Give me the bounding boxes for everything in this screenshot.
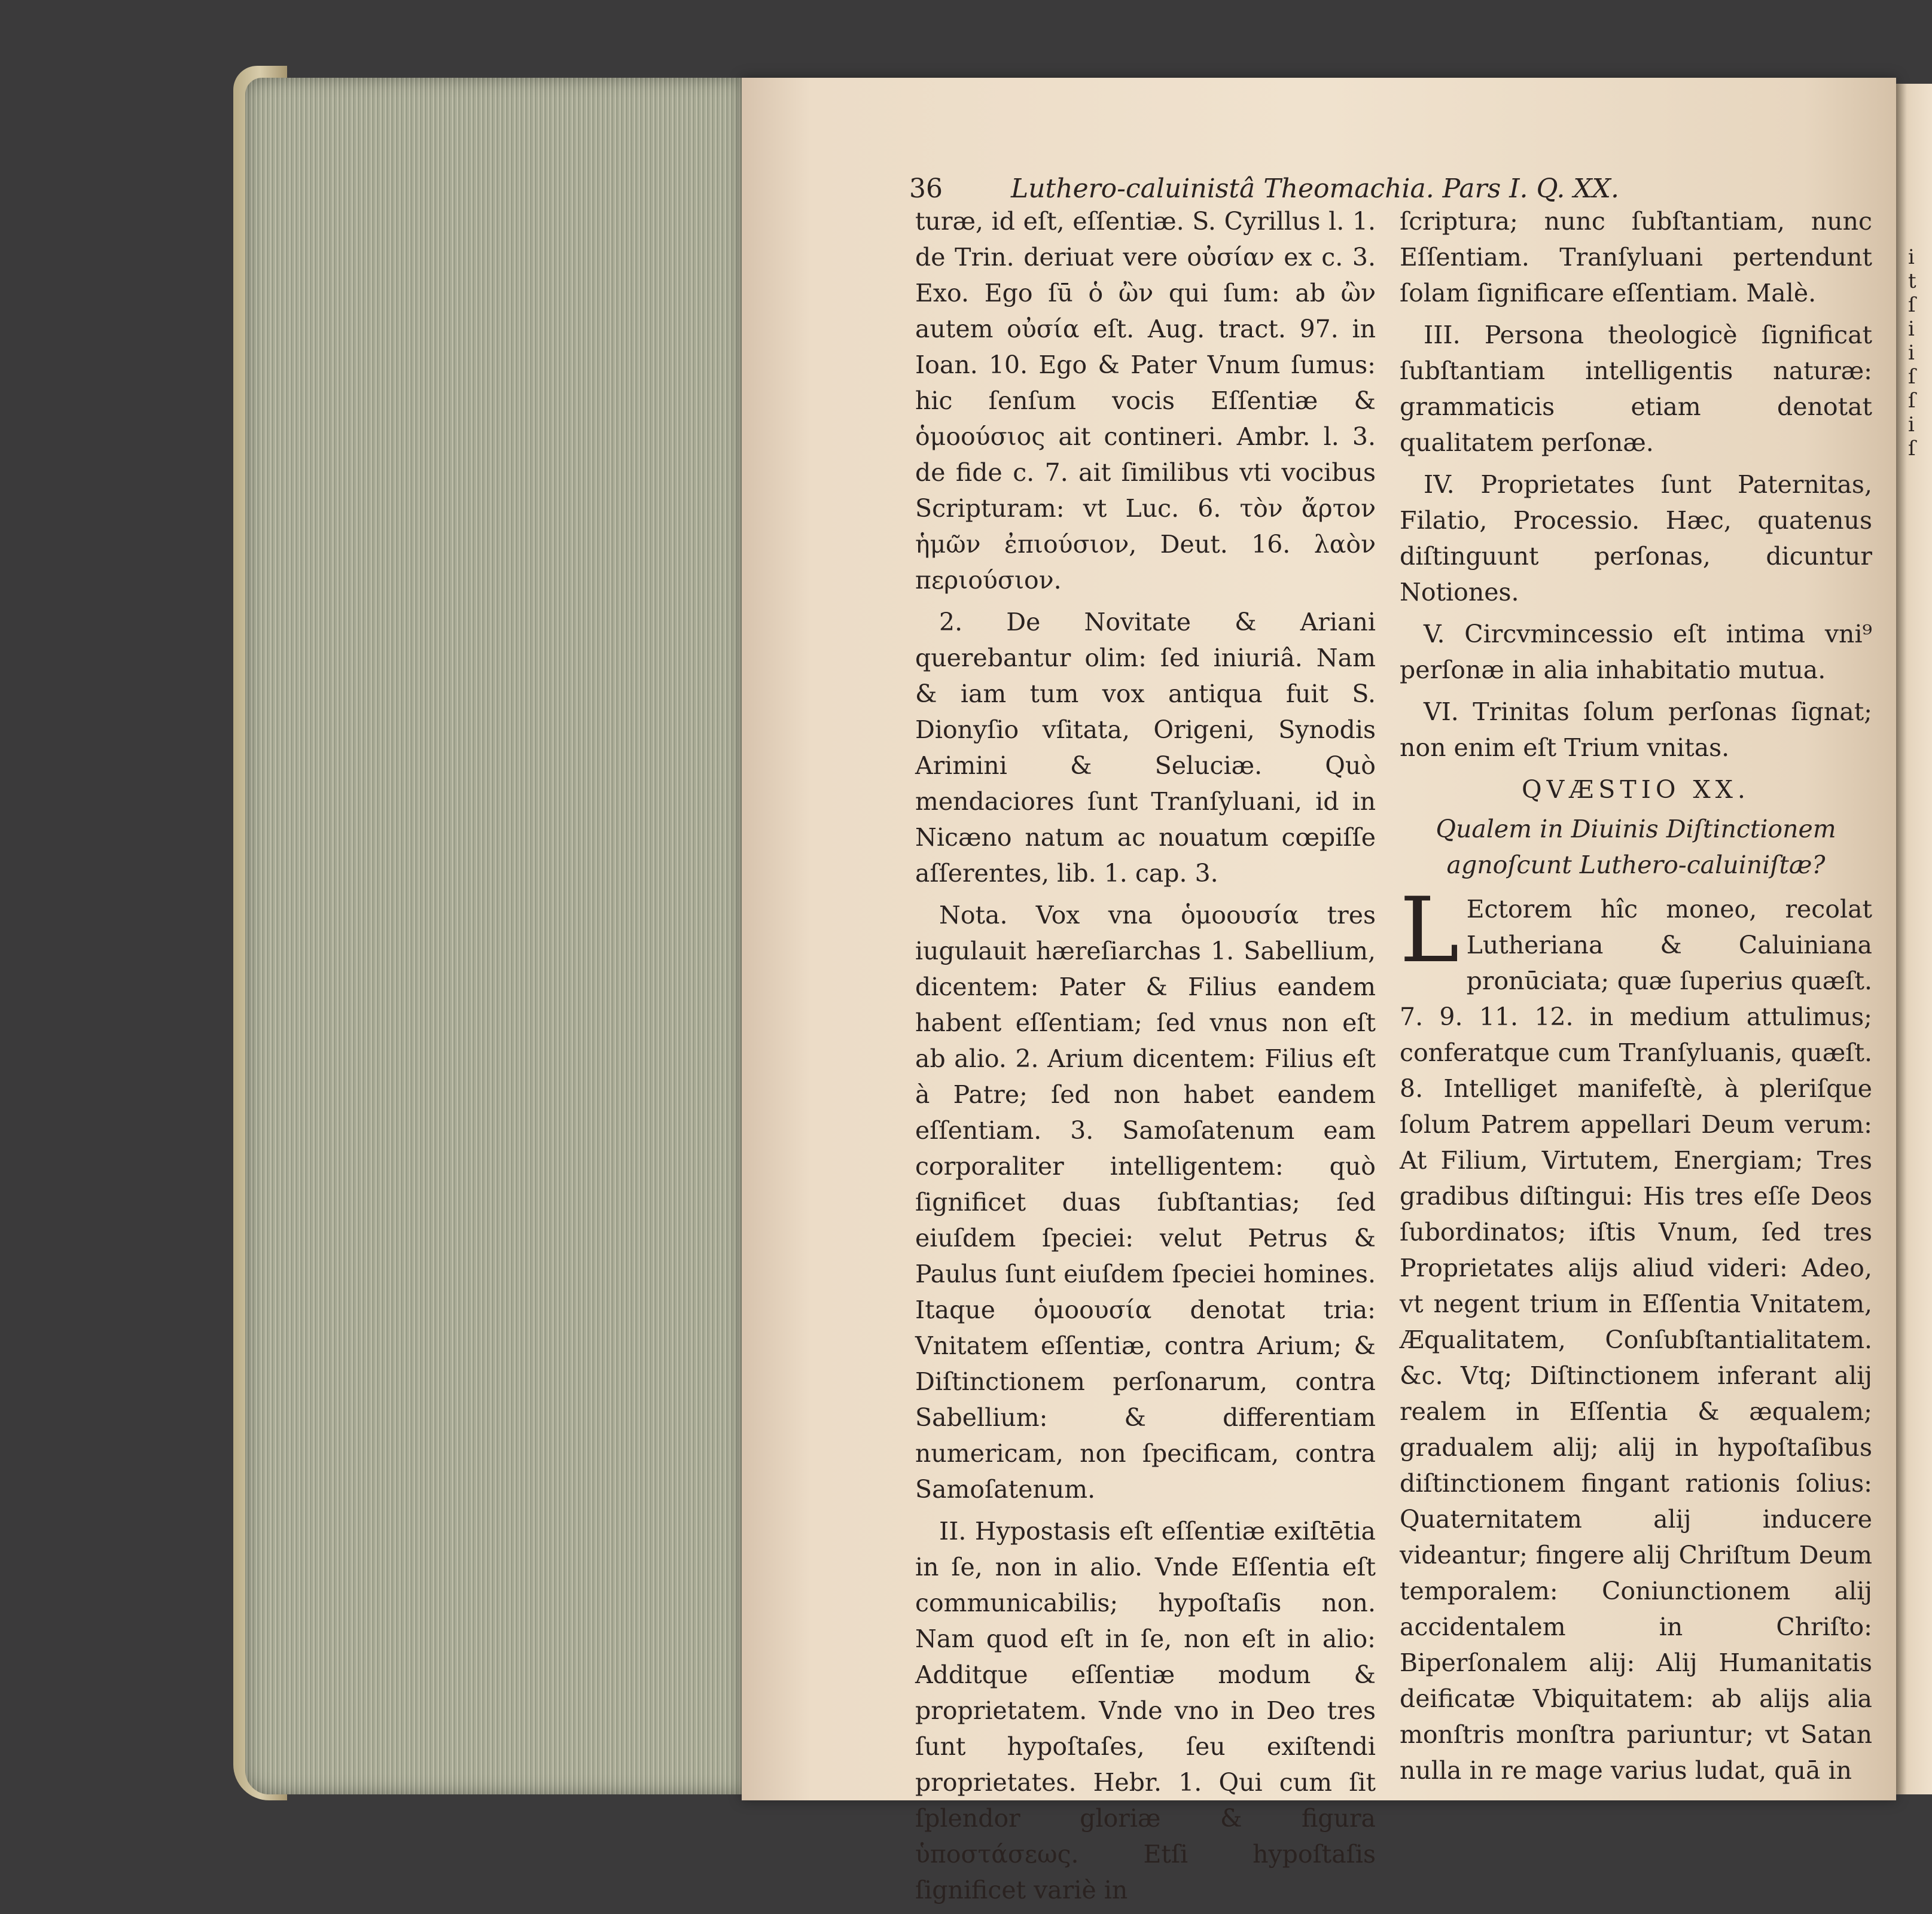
paragraph: ſcriptura; nunc ſubſtantiam, nunc Eſſentiam. Tranſyluani pertendunt ſolam ſignificare eſſentiam. Malè. xyxy=(1400,207,1872,307)
paragraph: II. Hypostasis eſt eſſentiæ exiſtētia in ſe, non in alio. Vnde Eſſentia eſt communicabilis; hypoſtaſis non. Nam quod eſt in ſe, non eſt in alio: Additque eſſentiæ modum & proprietatem. Vnde vno in Deo tres ſunt hypoſtaſes, ſeu exiſtendi proprietates. Hebr. 1. Qui cum ſit ſplendor gloriæ & figura ὑποστάσεως. Etſi hypoſtaſis ſignificet variè in xyxy=(915,1517,1376,1904)
paragraph: VI. Trinitas ſolum perſonas ſignat; non enim eſt Trium vnitas. xyxy=(1400,697,1872,762)
page-stack-edge xyxy=(245,78,748,1794)
facing-page-letters: i t ſ i i ſ ſ i ſ xyxy=(1908,245,1916,461)
paragraph: III. Persona theologicè ſignificat ſubſtantiam intelligentis naturæ: grammaticis etiam denotat qualitatem perſonæ. xyxy=(1400,321,1872,457)
running-title: Luthero-caluinistâ Theomachia. Pars I. Q. XX. xyxy=(1011,173,1619,204)
paragraph: V. Circvmincessio eſt intima vni⁹ perſonæ in alia inhabitatio mutua. xyxy=(1400,620,1872,684)
question-title: Qualem in Diuinis Diſtinctionem agnoſcunt Luthero-caluiniſtæ? xyxy=(1436,815,1836,879)
paragraph: IV. Proprietates ſunt Paternitas, Filatio, Processio. Hæc, quatenus diſtinguunt perſonas, dicuntur Notiones. xyxy=(1400,470,1872,606)
question-text: Ectorem hîc moneo, recolat Lutheriana & Caluiniana pronūciata; quæ ſuperius quæſt. 7. 9. 11. 12. in medium attulimus; conferatque cum Tranſyluanis, quæſt. 8. Intelliget manifeſtè, à pleriſque ſolum Patrem appellari Deum verum: At Filium, Virtutem, Energiam; Tres gradibus diſtingui: His tres eſſe Deos ſubordinatos; iſtis Vnum, ſed tres Proprietates alijs aliud videri: Adeo, vt negent trium in Eſſentia Vnitatem, Æqualitatem, Conſubſtantialitatem. &c. Vtq; Diſtinctionem inferant alij realem in Eſſentia & æqualem; gradualem alij; alij in hypoſtaſibus diſtinctionem fingant rationis ſolius: Quaternitatem alij inducere videantur; fingere alij Chriſtum Deum temporalem: Coniunctionem alij accidentalem in Chriſto: Biperſonalem alij: Alij Humanitatis deificatæ Vbiquitatem: ab alijs alia monſtris monſtra pariuntur; vt Satan nulla in re mage varius ludat, quā in xyxy=(1400,895,1872,1785)
right-column xyxy=(1400,203,1872,1794)
paragraph: turæ, id eſt, eſſentiæ. S. Cyrillus l. 1. de Trin. deriuat vere οὐσίαν ex c. 3. Exo. Ego ſū ὁ ὢν qui ſum: ab ὢν autem οὐσία eſt. Aug. tract. 97. in Ioan. 10. Ego & Pater Vnum ſumus: hic ſenſum vocis Eſſentiæ & ὁμοούσιος ait contineri. Ambr. l. 3. de fide c. 7. ait ſimilibus vti vocibus Scripturam: vt Luc. 6. τὸν ἄρτον ἡμῶν ἐπιούσιον, Deut. 16. λαὸν περιούσιον. xyxy=(915,207,1376,595)
paragraph: 2. De Novitate & Ariani querebantur olim: ſed iniuriâ. Nam & iam tum vox antiqua fuit S. Dionyſio vſitata, Origeni, Synodis Arimini & Seluciæ. Quò mendaciores ſunt Tranſyluani, id in Nicæno natum ac nouatum cœpiſſe aſſerentes, lib. 1. cap. 3. xyxy=(915,608,1376,888)
paragraph: Nota. Vox vna ὁμοουσία tres iugulauit hæreſiarchas 1. Sabellium, dicentem: Pater & Filius eandem habent eſſentiam; ſed vnus non eſt ab alio. 2. Arium dicentem: Filius eſt à Patre; ſed non habet eandem eſſentiam. 3. Samoſatenum eam corporaliter intelligentem: quò ſignificet duas ſubſtantias; ſed eiuſdem ſpeciei: velut Petrus & Paulus ſunt eiuſdem ſpeciei homines. Itaque ὁμοουσία denotat tria: Vnitatem eſſentiæ, contra Arium; & Diſtinctionem perſonarum, contra Sabellium: & differentiam numericam, non ſpecificam, contra Samoſatenum. xyxy=(915,901,1376,1504)
drop-cap: L xyxy=(1400,879,1459,983)
book-page xyxy=(742,78,1896,1904)
open-book xyxy=(233,66,1916,1904)
left-column xyxy=(915,203,1376,1914)
page-number: 36 xyxy=(909,173,943,204)
question-body xyxy=(1400,879,1872,1788)
question-label: QVÆSTIO XX. xyxy=(1522,775,1750,804)
